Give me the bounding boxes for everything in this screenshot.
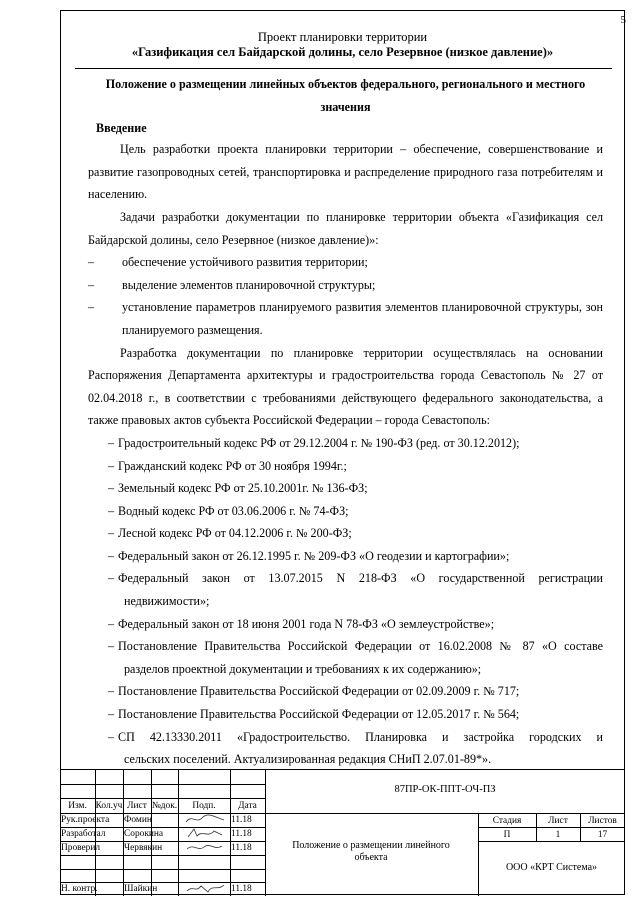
- role-label: Рук.проекта: [61, 815, 110, 825]
- sheet-value: 1: [555, 830, 561, 840]
- law-text: Гражданский кодекс РФ от 30 ноября 1994г.;: [118, 458, 347, 473]
- paragraph-basis: Разработка документации по планировке территории осуществлялась на основании Распоряжения Департамента архитектуры и градостроительства города Севастополь № 27 от 02.04.2018 г., в соответствии с требованиями действующего федерального законодательства, а также правовых актов субъекта Российской Федерации – города Севастополь:: [88, 345, 603, 428]
- signatory-name: Сорокина: [124, 829, 164, 839]
- law-text: Федеральный закон от 18 июня 2001 года N 78-ФЗ «О землеустройстве»;: [118, 616, 495, 631]
- list-item: – Постановление Правительства Российской Федерации от 12.05.2017 г. № 564;: [107, 707, 520, 722]
- task-text: обеспечение устойчивого развития территории;: [122, 255, 368, 270]
- law-text: Лесной кодекс РФ от 04.12.2006 г. № 200-ФЗ;: [118, 526, 352, 541]
- list-item: – СП 42.13330.2011 «Градостроительство. Планировка и застройка городских и сельских поселений. Актуализированная редакция СНиП 2.07.01-89*».: [88, 726, 603, 771]
- signature-mark: [184, 812, 226, 826]
- list-item: – Водный кодекс РФ от 03.06.2006 г. № 74-ФЗ;: [107, 503, 349, 518]
- law-text: Федеральный закон от 13.07.2015 N 218-ФЗ «О государственной регистрации: [118, 571, 603, 586]
- col-header: Кол.уч: [95, 801, 123, 811]
- intro-heading: Введение: [96, 121, 147, 136]
- sheets-label: Листов: [588, 816, 617, 826]
- stage-value: П: [503, 830, 511, 840]
- task-text: выделение элементов планировочной структуры;: [122, 277, 376, 292]
- law-text: Постановление Правительства Российской Федерации от 16.02.2008 № 87 «О составе: [118, 639, 603, 654]
- stamp-doc-title: Положение о размещении линейного объекта: [292, 840, 450, 863]
- law-text: Земельный кодекс РФ от 25.10.2001г. № 136-ФЗ;: [118, 481, 368, 496]
- col-header: Изм.: [68, 801, 87, 811]
- col-header: Лист: [127, 801, 147, 811]
- page-number: 5: [620, 14, 626, 26]
- task-text: установление параметров планируемого развития элементов планировочной структуры, зон планируемого размещения.: [122, 300, 603, 337]
- sign-date: 11.18: [231, 843, 252, 853]
- list-item: – Федеральный закон от 13.07.2015 N 218-ФЗ «О государственной регистрации недвижимости»;: [88, 567, 603, 612]
- law-text: Градостроительный кодекс РФ от 29.12.2004 г. № 190-ФЗ (ред. от 30.12.2012);: [118, 435, 520, 450]
- law-text: Постановление Правительства Российской Федерации от 02.09.2009 г. № 717;: [118, 684, 520, 699]
- law-text-continuation: недвижимости»;: [124, 594, 210, 609]
- sign-date: 11.18: [231, 829, 252, 839]
- law-text: Федеральный закон от 26.12.1995 г. № 209-ФЗ «О геодезии и картографии»;: [118, 548, 510, 563]
- list-item: – Градостроительный кодекс РФ от 29.12.2004 г. № 190-ФЗ (ред. от 30.12.2012);: [107, 435, 520, 450]
- sheet-label: Лист: [548, 816, 568, 826]
- paragraph-goal: Цель разработки проекта планировки территории – обеспечение, совершенствование и развитие газопроводных сетей, транспортировка и распределение природного газа потребителям и населению.: [88, 142, 603, 202]
- signatory-name: Шайкин: [124, 884, 158, 894]
- law-text: СП 42.13330.2011 «Градостроительство. Планировка и застройка городских и: [118, 729, 603, 744]
- document-body: [88, 73, 603, 771]
- role-label: Проверил: [61, 843, 101, 853]
- signature-mark: [184, 826, 226, 840]
- list-item: – обеспечение устойчивого развития территории;: [88, 251, 603, 274]
- law-text-continuation: сельских поселений. Актуализированная редакция СНиП 2.07.01-89*».: [124, 752, 492, 767]
- document-title: Положение о размещении линейных объектов федерального, регионального и местного значения: [105, 77, 586, 114]
- signatory-name: Червякин: [124, 843, 163, 853]
- law-text: Постановление Правительства Российской Федерации от 12.05.2017 г. № 564;: [118, 707, 520, 722]
- list-item: – Федеральный закон от 26.12.1995 г. № 209-ФЗ «О геодезии и картографии»;: [107, 548, 510, 563]
- list-item: – установление параметров планируемого развития элементов планировочной структуры, зон планируемого размещения.: [88, 296, 603, 341]
- sign-date: 11.18: [231, 884, 252, 894]
- list-item: – Лесной кодекс РФ от 04.12.2006 г. № 200-ФЗ;: [107, 526, 352, 541]
- sign-date: 11.18: [231, 815, 252, 825]
- list-item: – выделение элементов планировочной структуры;: [88, 274, 603, 297]
- list-item: – Гражданский кодекс РФ от 30 ноября 1994г.;: [107, 458, 347, 473]
- header-project-line: Проект планировки территории: [257, 30, 428, 44]
- list-item: – Постановление Правительства Российской Федерации от 16.02.2008 № 87 «О составе разделов проектной документации и требованиях к их содержанию»;: [88, 635, 603, 680]
- list-item: – Постановление Правительства Российской Федерации от 02.09.2009 г. № 717;: [107, 684, 520, 699]
- role-label: Н. контр.: [61, 884, 98, 894]
- header-divider: [75, 68, 612, 69]
- document-code: 87ПР-ОК-ППТ-ОЧ-ПЗ: [394, 784, 496, 795]
- header-object-name: «Газификация сел Байдарской долины, село Резервное (низкое давление)»: [131, 45, 554, 59]
- sheets-value: 17: [597, 830, 608, 840]
- col-header: Дата: [238, 801, 257, 811]
- list-item: – Федеральный закон от 18 июня 2001 года N 78-ФЗ «О землеустройстве»;: [107, 616, 495, 631]
- paragraph-tasks: Задачи разработки документации по планировке территории объекта «Газификация сел Байдарской долины, село Резервное (низкое давление)»:: [88, 209, 603, 247]
- organization-name: ООО «КРТ Система»: [505, 862, 598, 873]
- col-header: Подп.: [192, 801, 216, 811]
- stage-label: Стадия: [492, 816, 522, 826]
- signature-mark: [184, 881, 226, 895]
- law-text: Водный кодекс РФ от 03.06.2006 г. № 74-ФЗ;: [118, 503, 349, 518]
- signature-mark: [184, 840, 226, 854]
- law-text-continuation: разделов проектной документации и требованиях к их содержанию»;: [124, 661, 482, 676]
- title-block: [60, 769, 625, 896]
- list-item: – Земельный кодекс РФ от 25.10.2001г. № 136-ФЗ;: [107, 481, 368, 496]
- signatory-name: Фомин: [124, 815, 152, 825]
- col-header: №док.: [151, 801, 178, 811]
- role-label: Разработал: [61, 829, 106, 839]
